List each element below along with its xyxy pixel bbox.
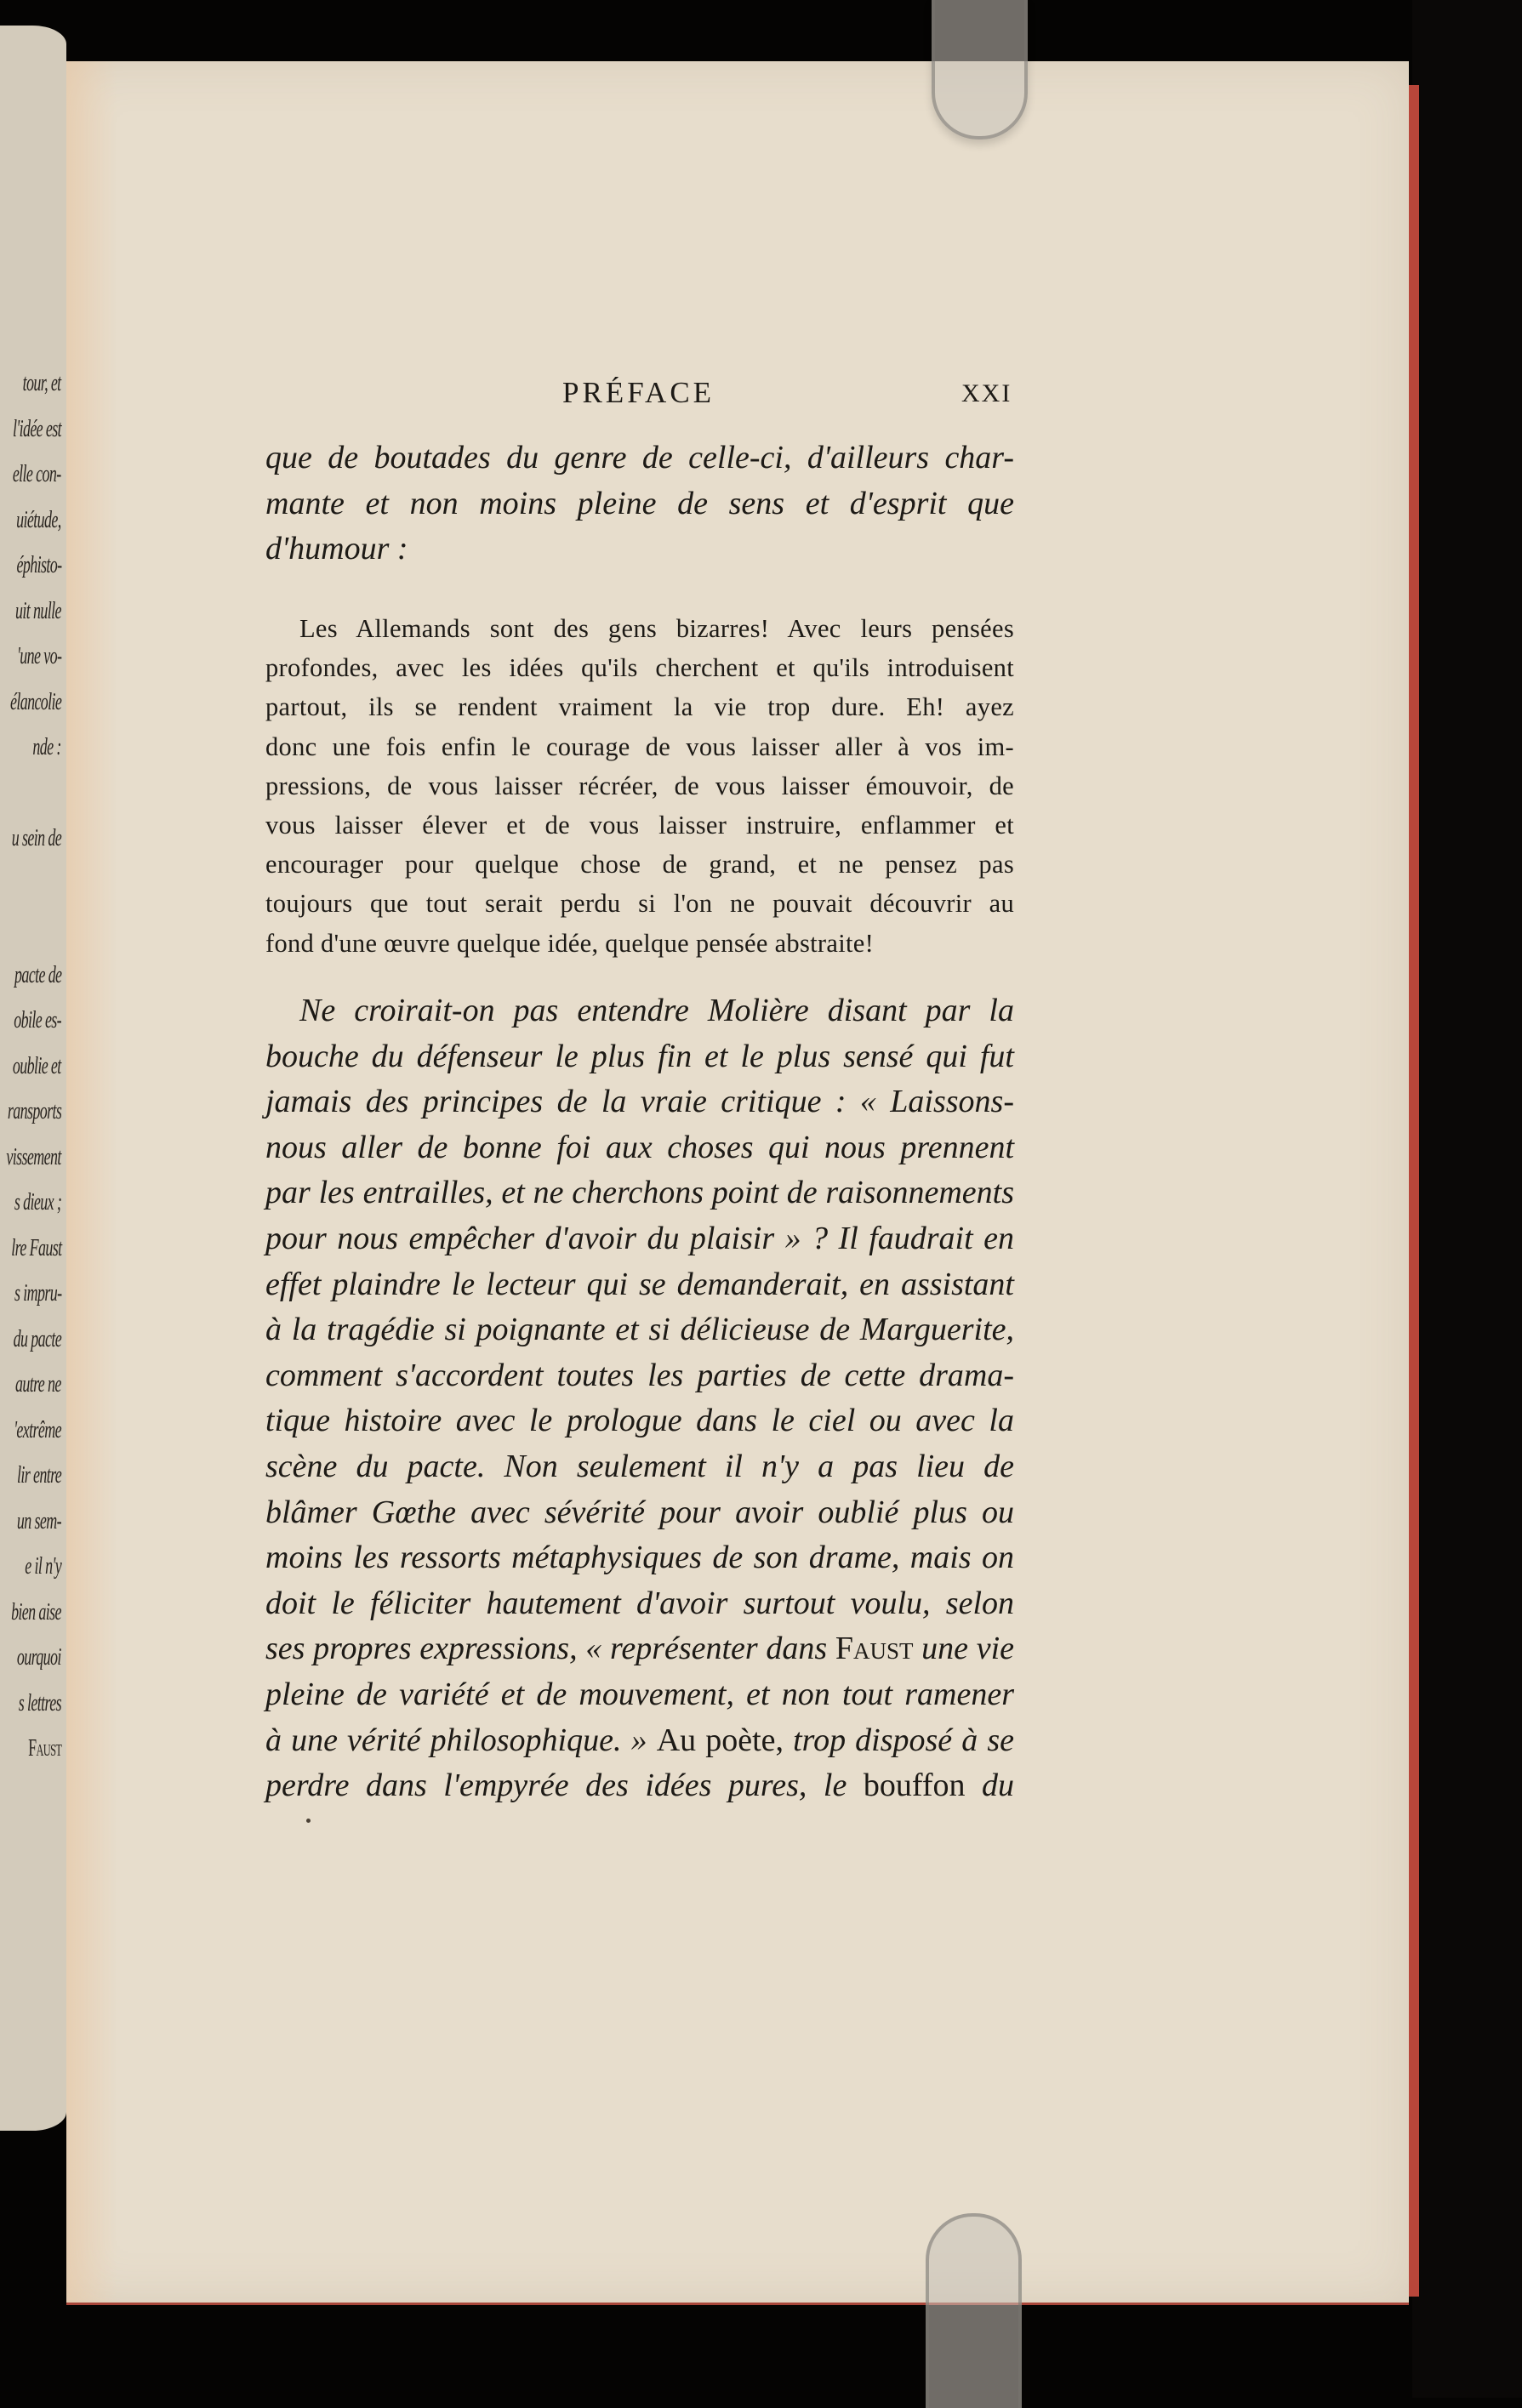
left-page-line: ransports	[7, 1097, 61, 1124]
left-page-line: e il n'y	[25, 1552, 61, 1580]
left-page-line: s dieux ;	[14, 1188, 61, 1215]
left-page-line: l'idée est	[12, 414, 61, 442]
text-line: profondes, avec les idées qu'ils cherchent et qu'ils introduisent	[265, 653, 1014, 683]
left-page-line: s impru-	[14, 1279, 61, 1306]
left-page-line: vissement	[6, 1142, 61, 1170]
block-quote	[265, 609, 1014, 963]
text-line: Ne croirait-on pas entendre Molière disant par la	[299, 993, 1014, 1028]
left-page-line: obile es-	[14, 1006, 61, 1033]
text-line: partout, ils se rendent vraiment la vie trop dure. Eh! ayez	[265, 692, 1014, 722]
text-line: pleine de variété et de mouvement, et non tout ramener	[265, 1676, 1014, 1712]
text-line: Les Allemands sont des gens bizarres! Avec leurs pensées	[299, 614, 1014, 643]
page-clip-top	[932, 0, 1028, 139]
text-run: du	[965, 1768, 1014, 1804]
left-page-line: s lettres	[18, 1688, 61, 1716]
text-line	[265, 1763, 1014, 1809]
paper-speck	[306, 1819, 311, 1823]
left-page-line: du pacte	[13, 1324, 61, 1352]
left-page-text-fragments	[0, 26, 66, 2131]
text-line: blâmer Gœthe avec sévérité pour avoir oublié plus ou	[265, 1494, 1014, 1530]
text-line: scène du pacte. Non seulement il n'y a pas lieu de	[265, 1448, 1014, 1484]
left-page-line: un sem-	[16, 1506, 61, 1534]
text-line	[265, 1718, 1014, 1764]
text-line: à la tragédie si poignante et si délicieuse de Marguerite,	[265, 1312, 1014, 1348]
left-page-line: éphisto-	[16, 551, 61, 578]
text-line: pour nous empêcher d'avoir du plaisir » ? Il faudrait en	[265, 1220, 1014, 1256]
left-page-line: 'une vo-	[16, 642, 61, 669]
left-page-line: bien aise	[11, 1597, 61, 1625]
text-line: tique histoire avec le prologue dans le ciel ou avec la	[265, 1403, 1014, 1439]
intro-paragraph	[265, 435, 1014, 572]
text-line: moins les ressorts métaphysiques de son drame, mais on	[265, 1540, 1014, 1576]
left-page-line: Faust	[27, 1734, 61, 1762]
left-page-line: lre Faust	[10, 1233, 61, 1261]
text-line: doit le féliciter hautement d'avoir surtout voulu, selon	[265, 1585, 1014, 1621]
text-run-roman: Au poète,	[656, 1722, 784, 1758]
left-page-line: 'extrême	[14, 1415, 61, 1443]
left-page-line: ourquoi	[17, 1643, 61, 1671]
left-page-line: tour, et	[23, 369, 61, 396]
text-line: jamais des principes de la vraie critique : « Laissons-	[265, 1084, 1014, 1120]
text-run-roman: bouffon	[863, 1768, 966, 1804]
text-line: que de boutades du genre de celle-ci, d'ailleurs char-	[265, 440, 1014, 475]
dark-background	[1412, 0, 1522, 2398]
text-run: trop disposé à se	[784, 1722, 1015, 1758]
text-run: ses propres expressions, « représenter dans	[265, 1631, 835, 1667]
page-clip-bottom	[926, 2213, 1022, 2408]
text-line: fond d'une œuvre quelque idée, quelque pensée abstraite!	[265, 928, 875, 958]
left-page-line: uiétude,	[16, 505, 61, 533]
text-line	[265, 1626, 1014, 1672]
left-page-line: oublie et	[13, 1051, 61, 1079]
text-line: pressions, de vous laisser récréer, de vous laisser émouvoir, de	[265, 771, 1014, 800]
left-page-line: elle con-	[13, 460, 61, 487]
left-page-line: uit nulle	[15, 596, 61, 624]
left-page-line: nde :	[32, 733, 61, 760]
text-line: donc une fois enfin le courage de vous laisser aller à vos im-	[265, 732, 1014, 761]
text-line: comment s'accordent toutes les parties de cette drama-	[265, 1357, 1014, 1393]
text-line: toujours que tout serait perdu si l'on ne pouvait découvrir au	[265, 889, 1014, 919]
text-line: mante et non moins pleine de sens et d'esprit que	[265, 485, 1014, 521]
body-paragraph	[265, 988, 1014, 1809]
text-line: nous aller de bonne foi aux choses qui nous prennent	[265, 1129, 1014, 1165]
text-line: vous laisser élever et de vous laisser instruire, enflammer et	[265, 811, 1014, 840]
left-page-line: lir entre	[16, 1461, 61, 1489]
text-line: bouche du défenseur le plus fin et le plus sensé qui fut	[265, 1038, 1014, 1074]
running-head: PRÉFACE	[562, 376, 715, 409]
left-page-line: u sein de	[11, 824, 61, 851]
left-facing-page	[0, 26, 66, 2131]
text-run: perdre dans l'empyrée des idées pures, le	[265, 1768, 864, 1804]
text-line: par les entrailles, et ne cherchons point de raisonnements	[265, 1175, 1014, 1211]
left-page-line: autre ne	[15, 1370, 61, 1398]
text-run: à une vérité philosophique. »	[265, 1722, 657, 1758]
text-line: d'humour :	[265, 531, 408, 567]
text-line: encourager pour quelque chose de grand, et ne pensez pas	[265, 850, 1014, 880]
left-page-line: élancolie	[9, 687, 61, 715]
text-line: effet plaindre le lecteur qui se demanderait, en assistant	[265, 1266, 1014, 1302]
left-page-line: pacte de	[14, 960, 61, 988]
book-title-faust: Faust	[835, 1631, 914, 1667]
page-number: XXI	[961, 379, 1012, 407]
text-run: une vie	[913, 1631, 1015, 1667]
